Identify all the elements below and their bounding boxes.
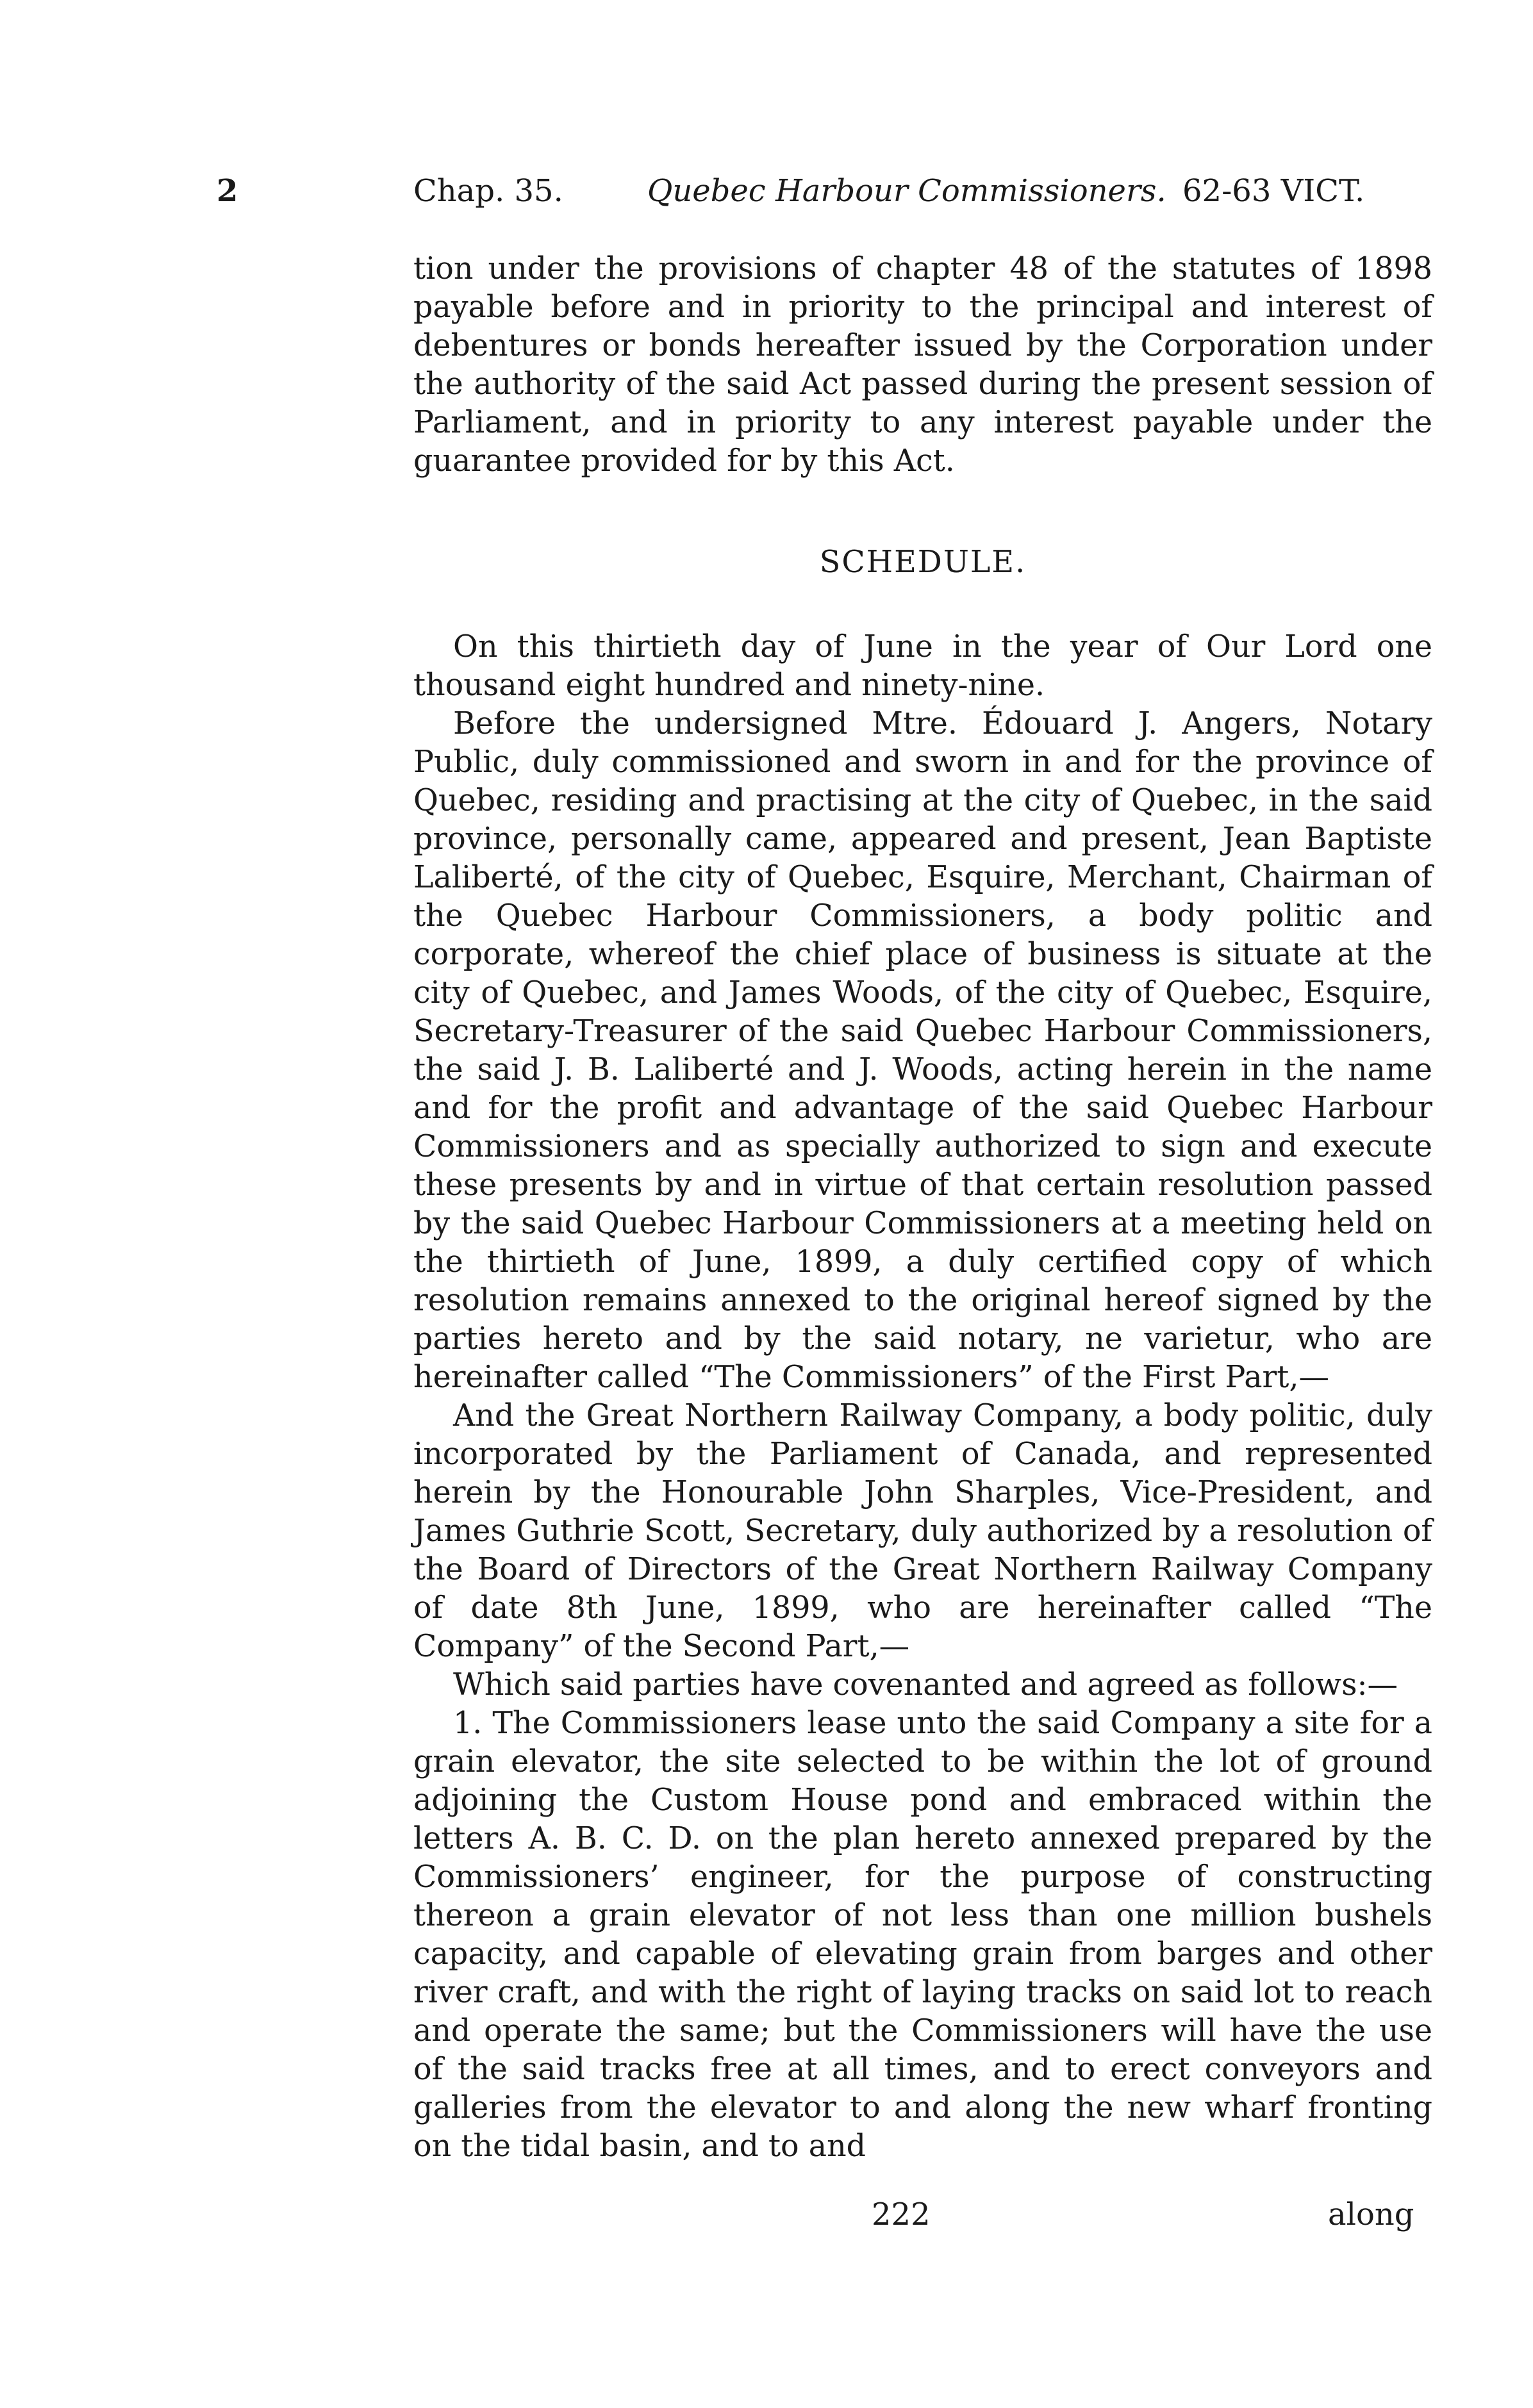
regnal-year: 62-63 VICT. bbox=[1182, 173, 1365, 209]
running-header bbox=[0, 173, 1533, 224]
paragraph-clause-1: 1. The Commissioners lease unto the said Company a site for a grain elevator, the site selected to be within the lot of ground adjoining the Custom House pond and embraced within the letters A. B. C. D. on the plan hereto annexed prepared by the Commissioners’ engineer, for the purpose of constructing thereon a grain elevator of not less than one million bushels capacity, and capable of elevating grain from barges and other river craft, and with the right of laying tracks on said lot to reach and operate the same; but the Commissioners will have the use of the said tracks free at all times, and to erect conveyors and galleries from the elevator to and along the new wharf fronting on the tidal basin, and to and bbox=[413, 1706, 1432, 2164]
running-title: Quebec Harbour Commissioners. bbox=[647, 173, 1166, 209]
paragraph-date: On this thirtieth day of June in the year of Our Lord one thousand eight hundred and ninety-nine. bbox=[413, 629, 1432, 703]
page-number: 2 bbox=[217, 173, 238, 209]
body-text bbox=[413, 250, 1432, 2166]
paragraph-first-part: Before the undersigned Mtre. Édouard J. Angers, Notary Public, duly commissioned and sworn in and for the province of Quebec, residing and practising at the city of Quebec, in the said province, personally came, appeared and present, Jean Baptiste Laliberté, of the city of Quebec, Esquire, Merchant, Chairman of the Quebec Harbour Commissioners, a body politic and corporate, whereof the chief place of business is situate at the city of Quebec, and James Woods, of the city of Quebec, Esquire, Secretary-Treasurer of the said Quebec Harbour Commissioners, the said J. B. Laliberté and J. Woods, acting herein in the name and for the profit and advantage of the said Quebec Harbour Commissioners and as specially authorized to sign and execute these presents by and in virtue of that certain resolution passed by the said Quebec Harbour Commissioners at a meeting held on the thirtieth of June, 1899, a duly certified copy of which resolution remains annexed to the original hereof signed by the parties hereto and by the said notary, ne varietur, who are hereinafter called “The Commissioners” of the First Part,— bbox=[413, 706, 1432, 1395]
paragraph-covenant: Which said parties have covenanted and agreed as follows:— bbox=[453, 1667, 1398, 1703]
paragraph-continuation: tion under the provisions of chapter 48 of the statutes of 1898 payable before and in priority to the principal and interest of debentures or bonds hereafter issued by the Corporation under the authority of the said Act passed during the present session of Parliament, and in priority to any interest payable under the guarantee provided for by this Act. bbox=[413, 251, 1432, 479]
chapter-label: Chap. 35. bbox=[413, 173, 563, 209]
folio-number: 222 bbox=[872, 2197, 931, 2232]
catchword: along bbox=[1328, 2197, 1414, 2232]
schedule-heading: SCHEDULE. bbox=[819, 545, 1027, 580]
paragraph-second-part: And the Great Northern Railway Company, a body politic, duly incorporated by the Parliament of Canada, and represented herein by the Honourable John Sharples, Vice-President, and James Guthrie Scott, Secretary, duly authorized by a resolution of the Board of Directors of the Great Northern Railway Company of date 8th June, 1899, who are hereinafter called “The Company” of the Second Part,— bbox=[413, 1398, 1432, 1664]
